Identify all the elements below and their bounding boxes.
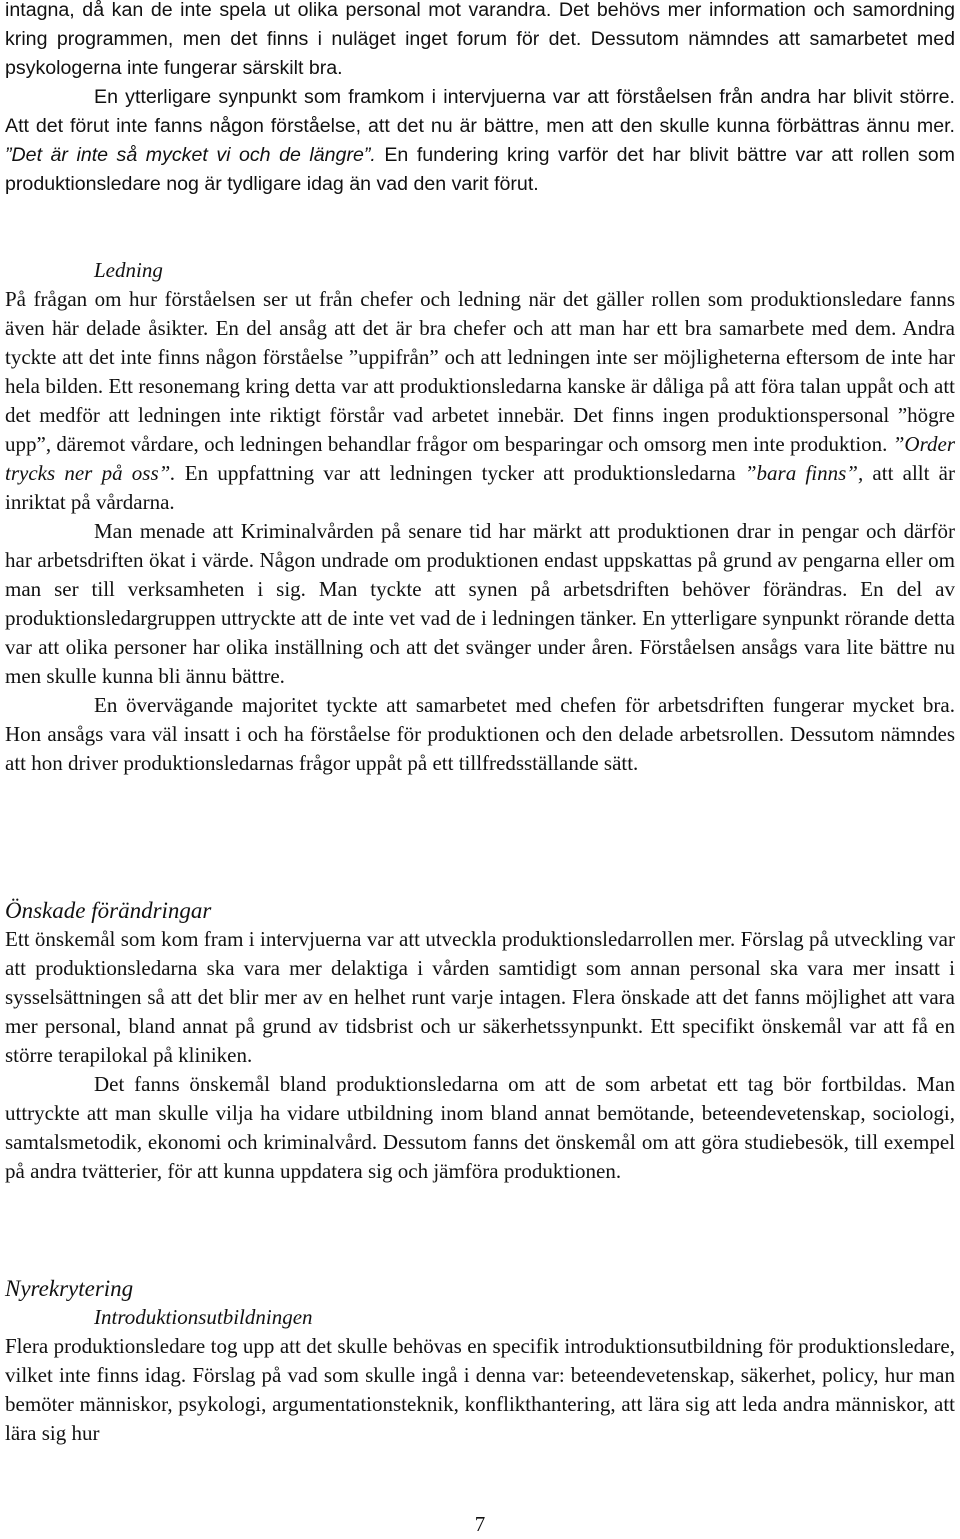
onskade-section	[5, 896, 955, 1186]
subheading-introduktionsutbildningen: Introduktionsutbildningen	[94, 1305, 313, 1329]
paragraph: En ytterligare synpunkt som framkom i intervjuerna var att förståelsen från andra har blivit större. Att det förut inte fanns någon förståelse, att det nu är bättre, men att den skulle kunna förbättras ännu mer. ”Det är inte så mycket vi och de längre”. En fundering kring varför det har blivit bättre var att rollen som produktionsledare nog är tydligare idag än vad den varit förut.	[5, 86, 955, 195]
quote: ”Det är inte så mycket vi och de längre”.	[5, 144, 376, 166]
ledning-section	[5, 256, 955, 778]
section-heading-nyrekrytering: Nyrekrytering	[5, 1276, 134, 1301]
page-number: 7	[474, 1512, 486, 1536]
paragraph: intagna, då kan de inte spela ut olika personal mot varandra. Det behövs mer information och samordning kring programmen, men det finns i nuläget inget forum för det. Dessutom nämndes att samarbetet med psykologerna inte fungerar särskilt bra.	[5, 0, 955, 79]
section-heading-ledning: Ledning	[94, 258, 163, 282]
paragraph: Ett önskemål som kom fram i intervjuerna var att utveckla produktionsledarrollen mer. Förslag på utveckling var att produktionsledarna ska vara mer delaktiga i vården samtidigt som annan personal ska vara mer insatt i sysselsättningen så att det blir mer av en helhet runt varje intagen. Flera önskade att det fanns möjlighet att vara mer personal, bland annat på grund av tidsbrist och ur säkerhetssynpunkt. Ett specifikt önskemål var att få en större terapilokal på kliniken.	[5, 927, 955, 1067]
quote: ”Order trycks ner på oss”.	[5, 432, 955, 485]
paragraph: Flera produktionsledare tog upp att det skulle behövas en specifik introduktionsutbildning för produktionsledare, vilket inte finns idag. Förslag på vad som skulle ingå i denna var: beteendevetenskap, säkerhet, policy, hur man bemöter människor, psykologi, argumentationsteknik, konflikthantering, att lära sig att leda andra människor, att lära sig hur	[5, 1334, 955, 1445]
paragraph: En övervägande majoritet tyckte att samarbetet med chefen för arbetsdriften fungerar mycket bra. Hon ansågs vara väl insatt i och ha förståelse för produktionen och den delade arbetsrollen. Dessutom nämndes att hon driver produktionsledarnas frågor uppåt på ett tillfredsställande sätt.	[5, 693, 955, 775]
quote: ”bara finns”,	[735, 461, 864, 485]
nyrekrytering-section	[5, 1274, 955, 1448]
paragraph: På frågan om hur förståelsen ser ut från chefer och ledning när det gäller rollen som produktionsledare fanns även här delade åsikter. En del ansåg att det är bra chefer och att man har ett bra samarbete med dem. Andra tyckte att det inte finns någon förståelse ”uppifrån” och att ledningen inte ser möjligheterna eftersom de inte har hela bilden. Ett resonemang kring detta var att produktionsledarna kanske är dåliga på att föra talan uppåt och att det medför att ledningen inte riktigt förstår vad arbetet innebär. Det finns ingen produktionspersonal ”högre upp”, däremot vårdare, och ledningen behandlar frågor om besparingar och omsorg men inte produktion. ”Order trycks ner på oss”. En uppfattning var att ledningen tycker att produktionsledarna ”bara finns”, att allt är inriktat på vårdarna.	[5, 287, 955, 514]
paragraph: Man menade att Kriminalvården på senare tid har märkt att produktionen drar in pengar och därför har arbetsdriften ökat i värde. Någon undrade om produktionen endast uppskattas på grund av pengarna eller om man ser till verksamheten i sig. Man tyckte att synen på arbetsdriften behöver förändras. En del av produktionsledargruppen uttryckte att de inte vet vad de i ledningen tänker. En ytterligare synpunkt rörande detta var att olika personer har olika inställning och att det svänger under åren. Förståelsen ansågs vara lite bättre nu men skulle kunna bli ännu bättre.	[5, 519, 955, 688]
top-section	[5, 0, 955, 199]
section-heading-onskade: Önskade förändringar	[5, 898, 212, 923]
paragraph: Det fanns önskemål bland produktionsledarna om att de som arbetat ett tag bör fortbildas. Man uttryckte att man skulle vilja ha vidare utbildning inom bland annat bemötande, beteendevetenskap, sociologi, samtalsmetodik, ekonomi och kriminalvård. Dessutom fanns det önskemål om att göra studiebesök, till exempel på andra tvätterier, för att kunna uppdatera sig och jämföra produktionen.	[5, 1072, 955, 1183]
